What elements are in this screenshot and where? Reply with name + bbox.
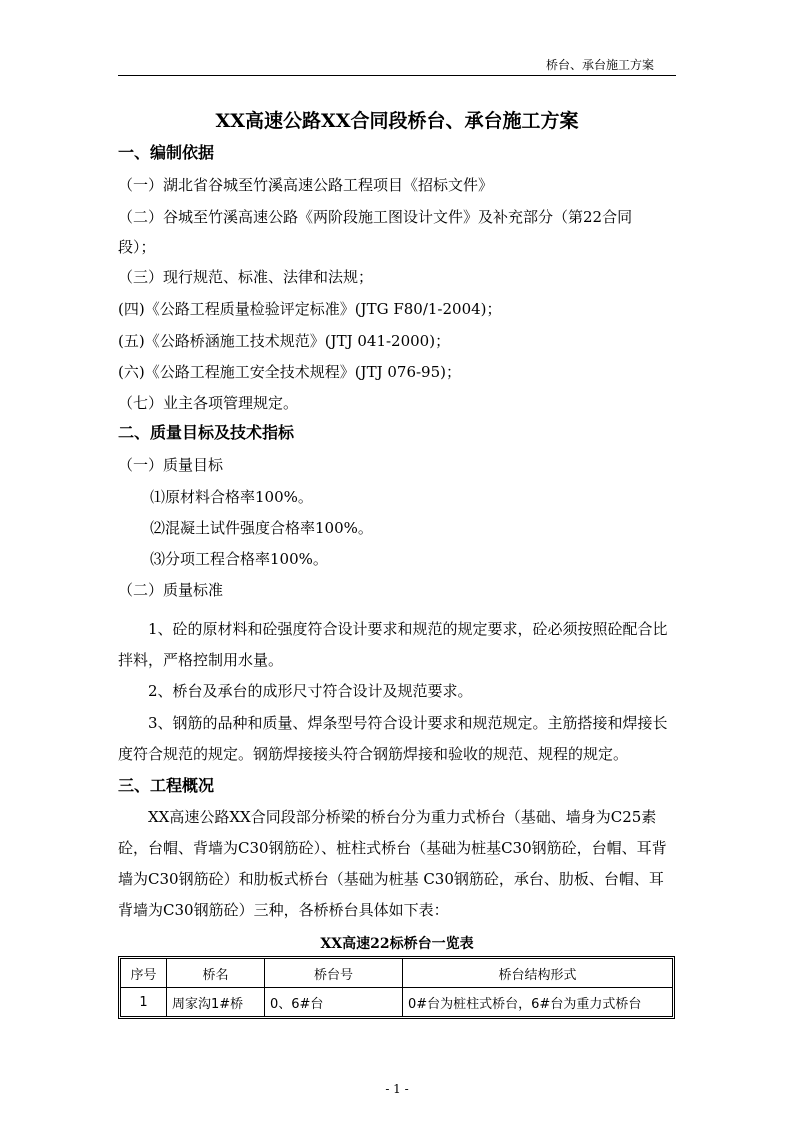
standard-paragraph [118,676,676,707]
document-title: XX高速公路XX合同段桥台、承台施工方案 [215,110,579,132]
col-header-structure-type: 桥台结构形式 [403,959,673,988]
cell-bridge-name: 周家沟1#桥 [167,988,265,1017]
page-number: - 1 - [385,1082,409,1096]
header-divider [118,75,676,76]
section-heading-overview: 三、工程概况 [118,776,215,795]
table-row [121,988,673,1017]
basis-item: (六)《公路工程施工安全技术规程》(JTJ 076-95)； [118,363,461,381]
basis-item: （七）业主各项管理规定。 [118,394,299,412]
cell-structure-type: 0#台为桩柱式桥台，6#台为重力式桥台 [403,988,673,1017]
basis-item: （二）谷城至竹溪高速公路《两阶段施工图设计文件》及补充部分（第22合同 [118,208,633,226]
basis-item-continuation: 段）； [118,238,156,256]
standard-paragraph [118,614,676,676]
standard-text: 1、砼的原材料和砼强度符合设计要求和规范的规定要求，砼必须按照砼配合比拌料，严格控制用水量。 [118,620,668,669]
quality-goal-item: ⑴原材料合格率100%。 [150,488,313,506]
cell-abutment-no: 0、6#台 [265,988,403,1017]
section-heading-basis: 一、编制依据 [118,143,215,162]
cell-no: 1 [121,988,167,1017]
col-header-no: 序号 [121,959,167,988]
quality-goal-heading: （一）质量目标 [118,456,224,474]
overview-text: XX高速公路XX合同段部分桥梁的桥台分为重力式桥台（基础、墙身为C25素砼，台帽、背墙为C30钢筋砼）、桩柱式桥台（基础为桩基C30钢筋砼，台帽、耳背墙为C30钢筋砼）和肋板式桥台（基础为桩基 C30钢筋砼，承台、肋板、台帽、耳背墙为C30钢筋砼）三种，各桥桥台具体如下表： [118,808,667,919]
table-title: XX高速22标桥台一览表 [320,936,474,952]
basis-item: （三）现行规范、标准、法律和法规； [118,268,374,286]
quality-goal-item: ⑵混凝土试件强度合格率100%。 [150,519,373,537]
standard-text: 2、桥台及承台的成形尺寸符合设计及规范要求。 [148,682,473,700]
basis-item: (五)《公路桥涵施工技术规范》(JTJ 041-2000)； [118,332,451,350]
quality-goal-item: ⑶分项工程合格率100%。 [150,550,328,568]
overview-paragraph [118,802,676,926]
quality-standard-heading: （二）质量标准 [118,581,224,599]
section-heading-quality: 二、质量目标及技术指标 [118,423,295,442]
basis-item: (四)《公路工程质量检验评定标准》(JTG F80/1-2004)； [118,300,502,318]
basis-item: （一）湖北省谷城至竹溪高速公路工程项目《招标文件》 [118,176,494,194]
col-header-bridge-name: 桥名 [167,959,265,988]
table-header-row [121,959,673,988]
col-header-abutment-no: 桥台号 [265,959,403,988]
bridge-abutment-table [120,958,673,1017]
standard-text: 3、钢筋的品种和质量、焊条型号符合设计要求和规范规定。主筋搭接和焊接长度符合规范的规定。钢筋焊接接头符合钢筋焊接和验收的规范、规程的规定。 [118,714,668,763]
running-header: 桥台、承台施工方案 [545,58,654,72]
standard-paragraph [118,708,676,770]
